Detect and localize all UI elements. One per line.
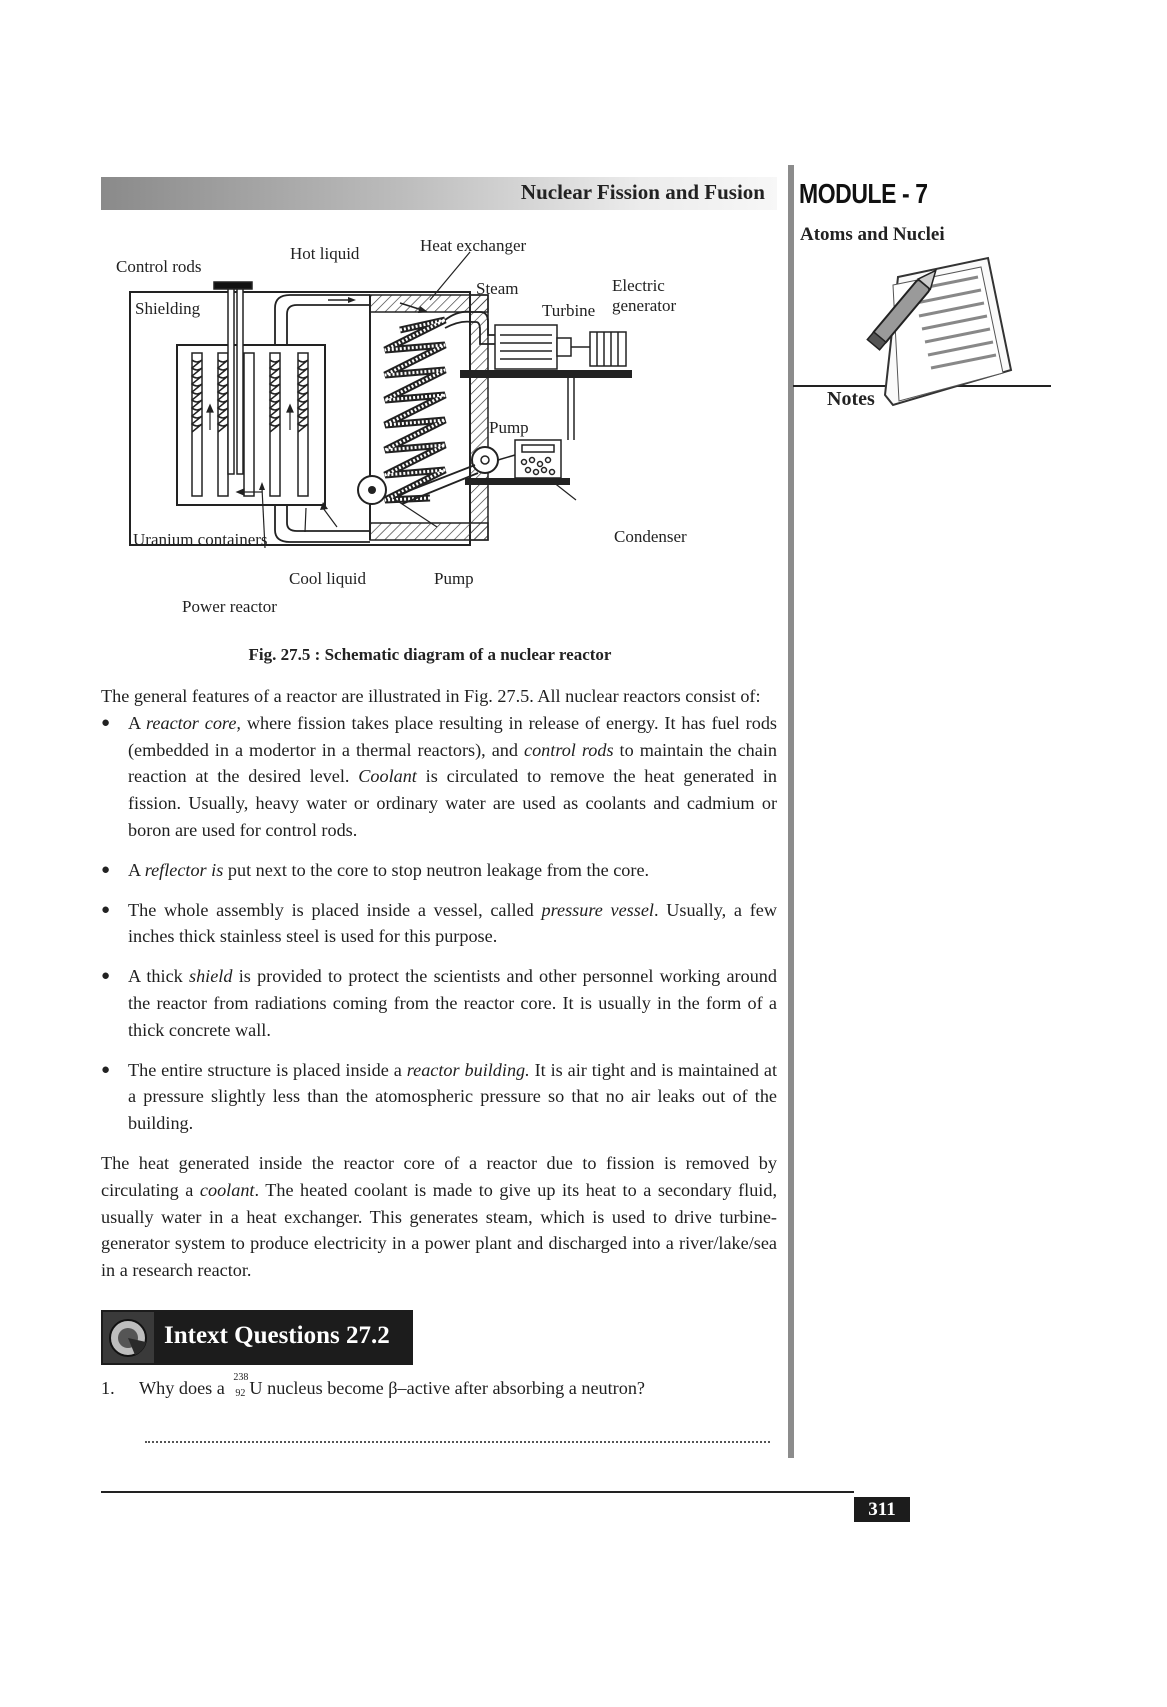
label-steam: Steam — [476, 279, 519, 298]
label-heat-exchanger: Heat exchanger — [420, 240, 527, 255]
question-number: 1. — [101, 1378, 115, 1398]
label-shielding: Shielding — [135, 299, 201, 318]
list-item: ● A reflector is put next to the core to stop neutron leakage from the core. — [101, 857, 777, 884]
reactor-diagram — [100, 240, 780, 640]
figure-caption: Fig. 27.5 : Schematic diagram of a nuclear reactor — [248, 645, 612, 664]
label-turbine: Turbine — [542, 301, 596, 320]
label-generator: generator — [612, 296, 677, 315]
hot-liquid-pipe — [275, 295, 370, 345]
body-text — [101, 683, 777, 1284]
intext-questions-header — [101, 1310, 413, 1365]
reactor-features-list — [101, 710, 777, 1137]
module-label: MODULE - 7 — [799, 178, 928, 209]
running-header — [101, 177, 777, 210]
question-text: Why does a 238 92 U nucleus become β–active after absorbing a neutron? — [139, 1371, 645, 1399]
list-item: ● A reactor core, where fission takes place resulting in release of energy. It has fuel rods (embedded in a modertor in a thermal reactors), and control rods to maintain the chain reaction at the desired level. Coolant is circulated to remove the heat generated in fission. Usually, heavy water or ordinary water are used as coolants and cadmium or boron are used for control rods. — [101, 710, 777, 844]
isotope-notation: 238 92 — [233, 1371, 249, 1399]
label-power-reactor: Power reactor — [182, 597, 277, 616]
intext-title: Intext Questions 27.2 — [164, 1322, 390, 1349]
list-item: ● The entire structure is placed inside a reactor building. It is air tight and is maintained at a pressure slightly less than the atomospheric pressure so that no air leaks out of the building. — [101, 1057, 777, 1137]
label-hot-liquid: Hot liquid — [290, 244, 360, 263]
notes-label: Notes — [827, 388, 875, 410]
module-subtitle: Atoms and Nuclei — [800, 224, 945, 245]
intro-paragraph: The general features of a reactor are illustrated in Fig. 27.5. All nuclear reactors consist of: — [101, 686, 761, 706]
chapter-title: Nuclear Fission and Fusion — [520, 180, 765, 204]
electric-generator — [590, 332, 626, 366]
list-item: ● A thick shield is provided to protect the scientists and other personnel working around the reactor from radiations coming from the reactor core. It is usually in the form of a thick concrete wall. — [101, 963, 777, 1043]
label-uranium-containers: Uranium containers — [133, 530, 268, 549]
label-condenser: Condenser — [614, 527, 687, 546]
cool-liquid-pipe — [275, 505, 370, 542]
page-number: 311 — [854, 1497, 910, 1522]
label-electric: Electric — [612, 276, 665, 295]
list-item: ● The whole assembly is placed inside a vessel, called pressure vessel. Usually, a few inches thick stainless steel is used for this purpose. — [101, 897, 777, 951]
condenser — [515, 440, 561, 478]
label-control-rods: Control rods — [116, 257, 202, 276]
label-cool-liquid: Cool liquid — [289, 569, 366, 588]
coolant-paragraph: The heat generated inside the reactor core of a reactor due to fission is removed by circulating a coolant. The heated coolant is made to give up its heat to a secondary fluid, usually water in a heat exchanger. This generates steam, which is used to drive turbine-generator system to produce electricity in a power plant and discharged into a river/lake/sea in a research reactor. — [101, 1152, 777, 1281]
turbine — [495, 325, 590, 369]
footer-rule — [101, 1491, 854, 1493]
answer-line — [145, 1441, 770, 1443]
speaker-icon — [103, 1312, 154, 1363]
label-pump-bottom: Pump — [434, 569, 474, 588]
label-pump-right: Pump — [489, 418, 529, 437]
